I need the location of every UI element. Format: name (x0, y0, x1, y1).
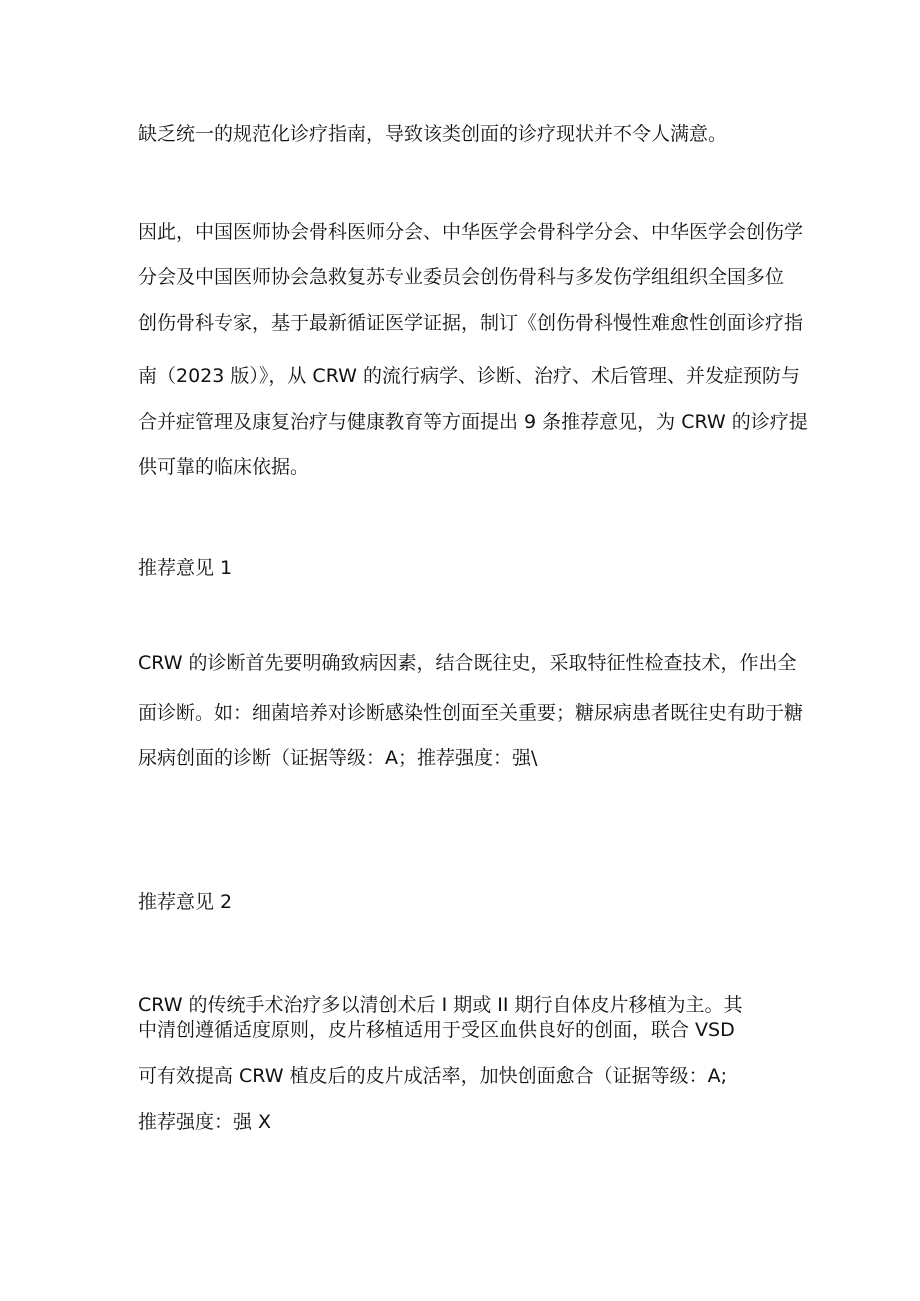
recommendation-1-line-2: 面诊断。如：细菌培养对诊断感染性创面至关重要；糖尿病患者既往史有助于糖 (138, 702, 804, 724)
recommendation-1-line-3: 尿病创面的诊断（证据等级：A；推荐强度：强\ (138, 747, 538, 769)
recommendation-2-title: 推荐意见 2 (138, 891, 233, 913)
recommendation-2-line-1: CRW 的传统手术治疗多以清创术后 I 期或 II 期行自体皮片移植为主。其 (138, 994, 743, 1016)
paragraph-background-line-5: 合并症管理及康复治疗与健康教育等方面提出 9 条推荐意见，为 CRW 的诊疗提 (138, 411, 808, 433)
recommendation-2-line-3: 可有效提高 CRW 植皮后的皮片成活率，加快创面愈合（证据等级：A; (138, 1065, 727, 1087)
paragraph-background-line-2: 分会及中国医师协会急救复苏专业委员会创伤骨科与多发伤学组组织全国多位 (138, 266, 785, 288)
paragraph-background-line-4: 南（2023 版）》，从 CRW 的流行病学、诊断、治疗、术后管理、并发症预防与 (138, 365, 800, 387)
recommendation-1-line-1: CRW 的诊断首先要明确致病因素，结合既往史，采取特征性检查技术，作出全 (138, 652, 797, 674)
recommendation-2-line-2: 中清创遵循适度原则，皮片移植适用于受区血供良好的创面，联合 VSD (138, 1019, 735, 1041)
paragraph-background-line-3: 创伤骨科专家，基于最新循证医学证据，制订《创伤骨科慢性难愈性创面诊疗指 (138, 312, 804, 334)
paragraph-background-line-1: 因此，中国医师协会骨科医师分会、中华医学会骨科学分会、中华医学会创伤学 (138, 221, 804, 243)
paragraph-intro-tail: 缺乏统一的规范化诊疗指南，导致该类创面的诊疗现状并不令人满意。 (138, 123, 728, 145)
recommendation-2-line-4: 推荐强度：强 X (138, 1111, 272, 1133)
paragraph-background-line-6: 供可靠的临床依据。 (138, 456, 310, 478)
recommendation-1-title: 推荐意见 1 (138, 557, 233, 579)
